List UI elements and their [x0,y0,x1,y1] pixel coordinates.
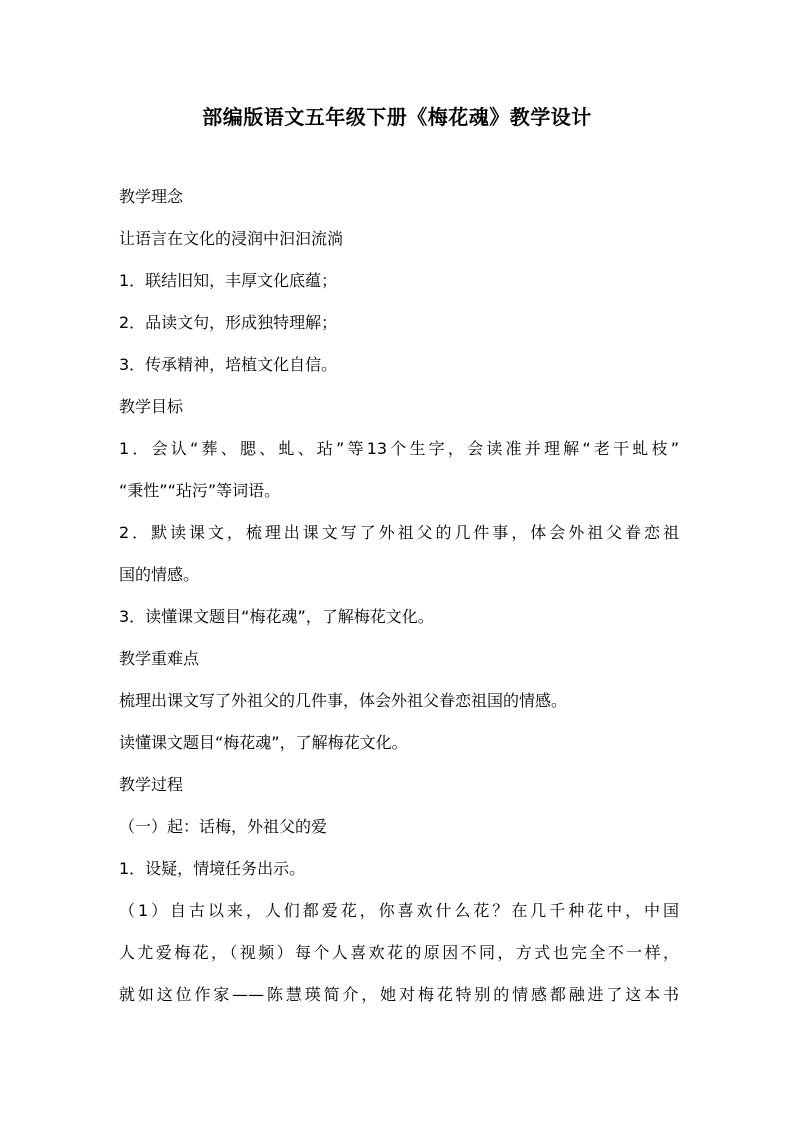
goal-item-1 [119,437,679,503]
process-step-1: 1．设疑，情境任务出示。 [119,859,306,878]
list-item: 2．品读文句，形成独特理解； [119,313,338,332]
goal-item-3: 3．读懂课文题目“梅花魂”，了解梅花文化。 [119,607,434,626]
text-line: 国的情感。 [119,565,200,584]
section-heading-teaching-idea: 教学理念 [119,187,184,206]
section-heading-teaching-process: 教学过程 [119,775,184,794]
teaching-idea-text: 让语言在文化的浸润中汩汩流淌 [119,229,344,248]
list-item: 3．传承精神，培植文化自信。 [119,355,338,374]
document-body [119,185,679,1025]
text-line: 就如这位作家——陈慧瑛简介，她对梅花特别的情感都融进了这本书 [119,985,679,1004]
section-heading-key-points: 教学重难点 [119,649,200,668]
goal-item-2 [119,521,679,587]
list-item: 1．联结旧知，丰厚文化底蕴； [119,271,338,290]
key-point-1: 梳理出课文写了外祖父的几件事，体会外祖父眷恋祖国的情感。 [119,691,568,710]
process-part-1: （一）起：话梅，外祖父的爱 [119,817,328,836]
text-line: 2．默读课文，梳理出课文写了外祖父的几件事，体会外祖父眷恋祖 [119,523,679,542]
text-line: “秉性”“玷污”等词语。 [119,481,281,500]
key-point-2: 读懂课文题目“梅花魂”，了解梅花文化。 [119,733,408,752]
section-heading-teaching-goals: 教学目标 [119,397,184,416]
text-line: 1．会认“葬、腮、虬、玷”等13个生字，会读准并理解“老干虬枝” [119,439,679,458]
document-title: 部编版语文五年级下册《梅花魂》教学设计 [202,105,592,129]
text-line: 人尤爱梅花，（视频）每个人喜欢花的原因不同，方式也完全不一样， [119,943,679,962]
text-line: （1）自古以来，人们都爱花，你喜欢什么花？在几千种花中，中国 [119,901,679,920]
process-paragraph [119,899,679,1007]
